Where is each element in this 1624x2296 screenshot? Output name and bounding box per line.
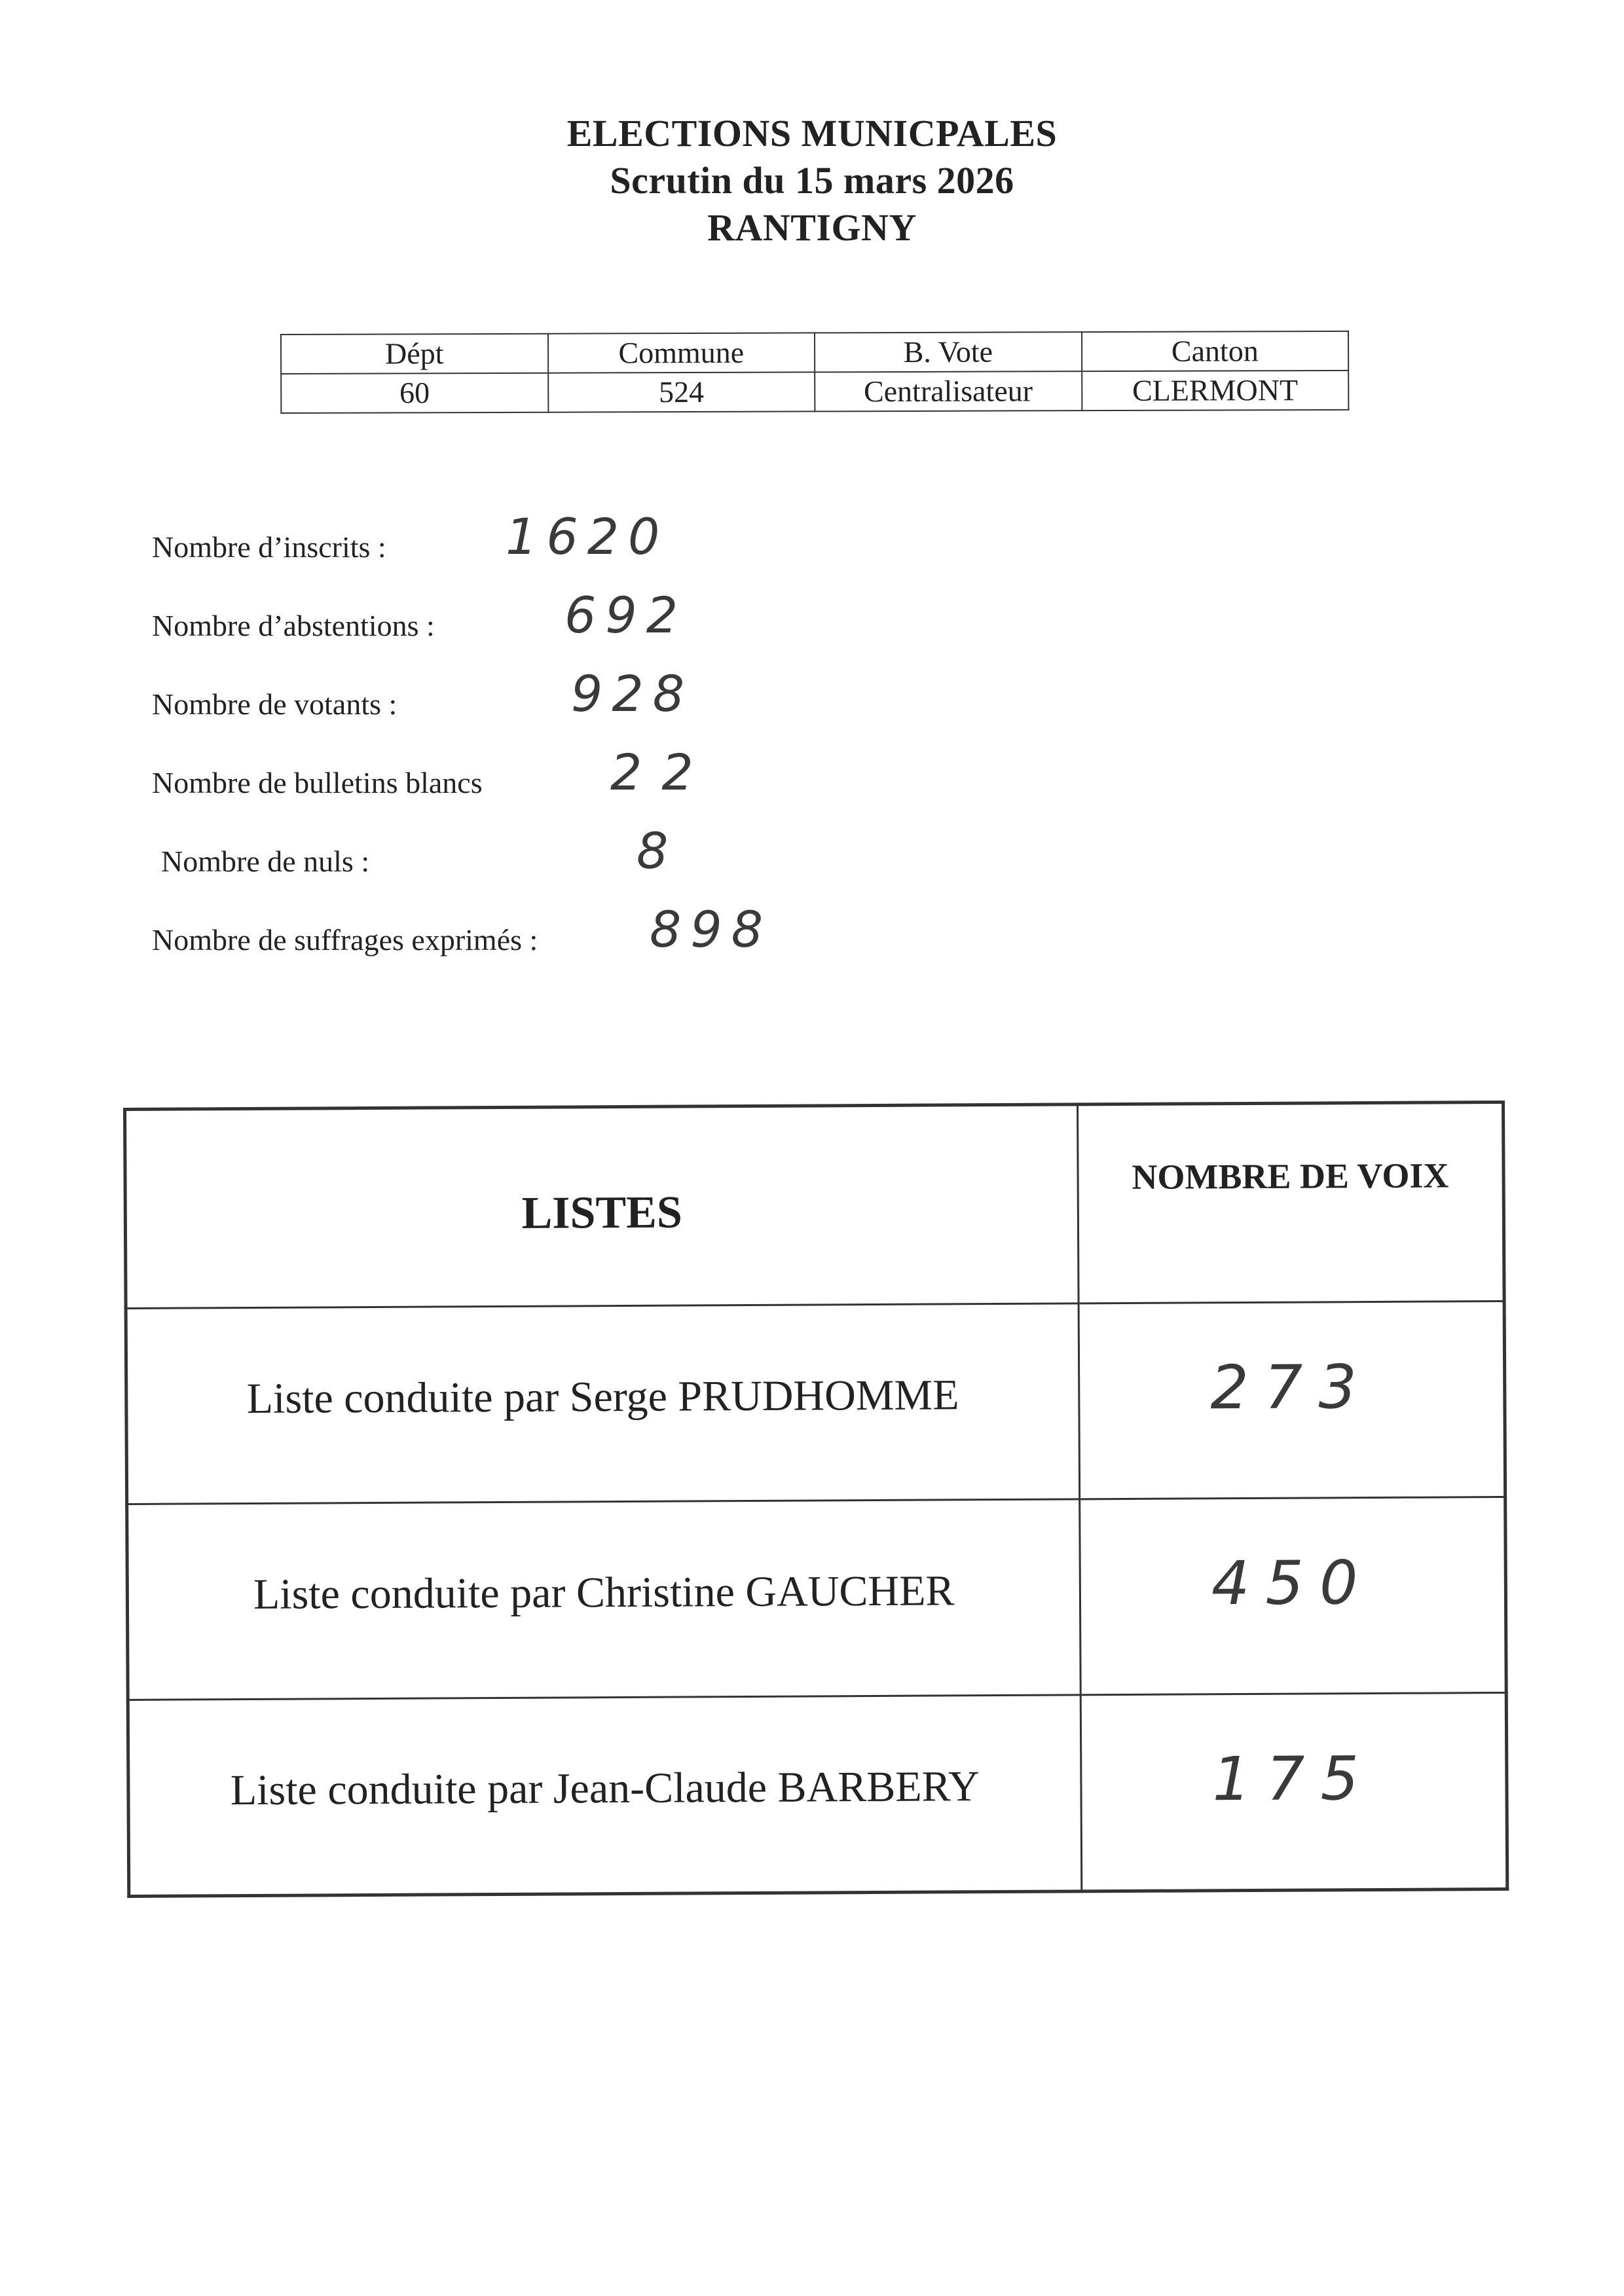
vote-statistics xyxy=(152,504,872,975)
stat-votants xyxy=(152,661,872,740)
results-header-row xyxy=(125,1102,1505,1308)
commune-name: RANTIGNY xyxy=(707,206,917,249)
list-votes-handwritten: 175 xyxy=(1080,1692,1507,1891)
election-date: Scrutin du 15 mars 2026 xyxy=(610,159,1014,202)
value-dept: 60 xyxy=(281,373,548,413)
stat-label: Nombre d’inscrits : xyxy=(152,530,386,564)
table-row xyxy=(127,1497,1507,1700)
stat-blancs xyxy=(152,740,872,818)
stat-label: Nombre de nuls : xyxy=(161,845,370,878)
value-canton: CLERMONT xyxy=(1082,371,1349,410)
document-title: ELECTIONS MUNICPALES xyxy=(566,112,1058,155)
polling-info-table xyxy=(280,331,1349,414)
stat-nuls xyxy=(152,818,872,897)
table-row xyxy=(126,1301,1505,1504)
document-header xyxy=(0,110,1624,251)
stat-label: Nombre de bulletins blancs xyxy=(152,766,483,799)
results-table xyxy=(123,1101,1509,1898)
header-listes: LISTES xyxy=(125,1104,1079,1309)
table-row xyxy=(128,1692,1507,1896)
stat-value-handwritten: 692 xyxy=(564,586,688,644)
info-table-value-row xyxy=(281,371,1348,413)
stat-label: Nombre de suffrages exprimés : xyxy=(152,923,538,957)
header-bureau-vote: B. Vote xyxy=(815,332,1082,372)
header-commune: Commune xyxy=(548,333,815,373)
stat-value-handwritten: 928 xyxy=(571,665,694,723)
list-votes-handwritten: 450 xyxy=(1079,1497,1506,1694)
header-nombre-de-voix: NOMBRE DE VOIX xyxy=(1077,1102,1504,1303)
list-name: Liste conduite par Serge PRUDHOMME xyxy=(126,1303,1079,1504)
stat-label: Nombre d’abstentions : xyxy=(152,609,435,642)
header-dept: Dépt xyxy=(281,334,548,374)
stat-abstentions xyxy=(152,583,872,661)
stat-value-handwritten: 8 xyxy=(637,822,678,880)
stat-inscrits xyxy=(152,504,872,583)
stat-value-handwritten: 898 xyxy=(650,900,773,958)
value-bureau-vote: Centralisateur xyxy=(815,371,1082,411)
stat-value-handwritten: 22 xyxy=(610,743,713,801)
stat-value-handwritten: 1620 xyxy=(506,507,669,566)
list-name: Liste conduite par Jean-Claude BARBERY xyxy=(128,1695,1081,1897)
list-votes-handwritten: 273 xyxy=(1079,1301,1505,1499)
stat-label: Nombre de votants : xyxy=(152,687,397,721)
value-commune: 524 xyxy=(548,372,815,412)
header-canton: Canton xyxy=(1081,331,1348,371)
stat-exprimes xyxy=(152,897,872,975)
info-table-header-row xyxy=(281,331,1348,374)
list-name: Liste conduite par Christine GAUCHER xyxy=(127,1499,1080,1700)
